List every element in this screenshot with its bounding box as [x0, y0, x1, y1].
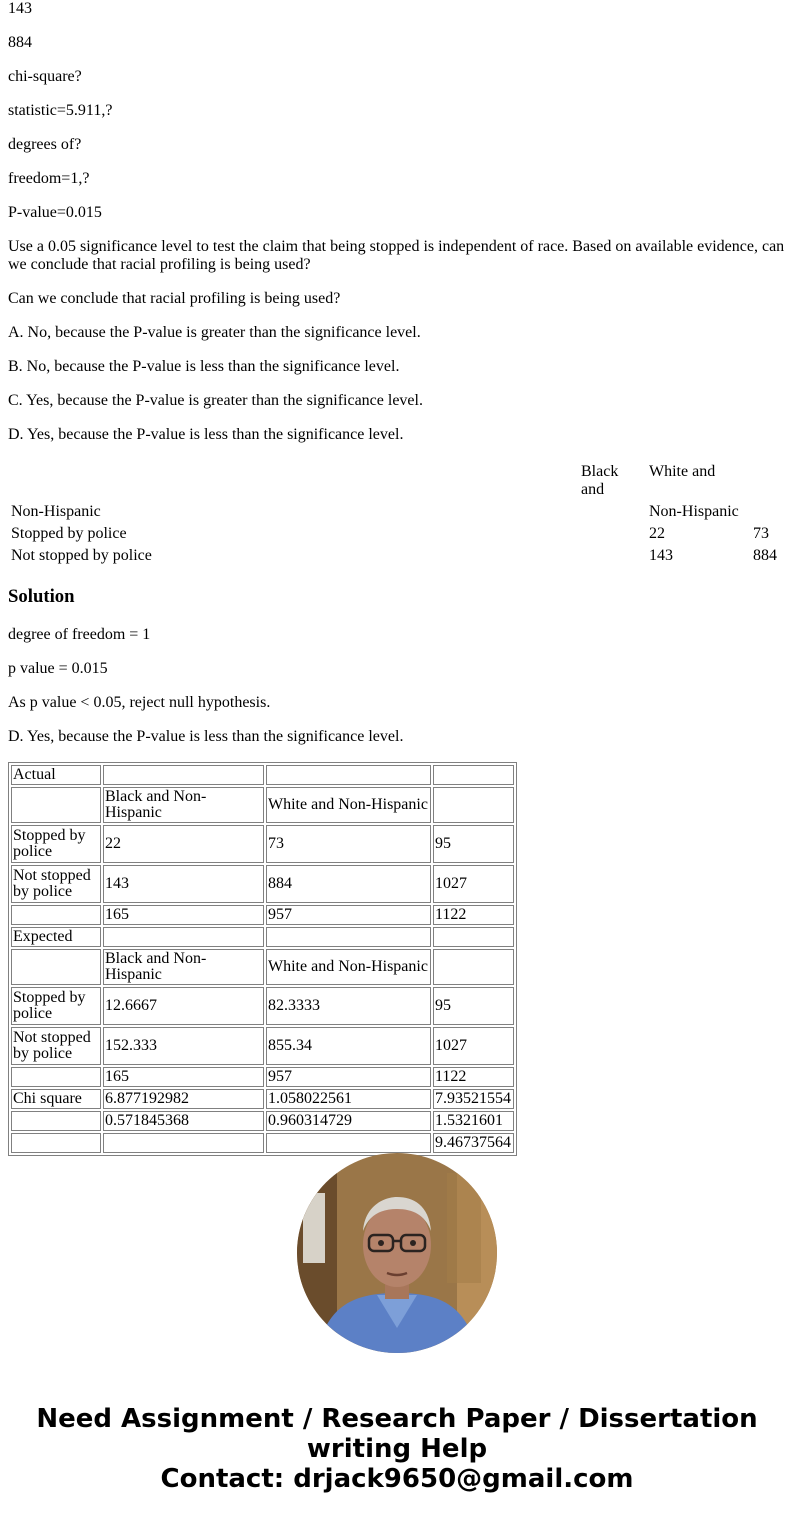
- cell: 9.46737564: [433, 1133, 514, 1153]
- row-label: Not stopped by police: [11, 865, 101, 903]
- question-table: [8, 460, 786, 568]
- contact-footer: [0, 1404, 794, 1494]
- cell: 0.960314729: [266, 1111, 431, 1131]
- section-label-chi: Chi square: [11, 1089, 101, 1109]
- intro-line: 884: [8, 34, 32, 51]
- option-d: D. Yes, because the P-value is less than the significance level.: [8, 426, 404, 443]
- cell-white: 73: [753, 525, 769, 542]
- cell: [266, 1133, 431, 1153]
- table-row: [10, 546, 784, 566]
- intro-line: 143: [8, 0, 32, 17]
- intro-line: freedom=1,?: [8, 170, 90, 187]
- cell: 82.3333: [266, 987, 431, 1025]
- cell: [103, 1133, 264, 1153]
- intro-line: statistic=5.911,?: [8, 102, 113, 119]
- cell-black: 143: [649, 547, 673, 564]
- cell: 152.333: [103, 1027, 264, 1065]
- section-label-actual: Actual: [11, 765, 101, 785]
- cell: 855.34: [266, 1027, 431, 1065]
- table-row: [11, 1089, 514, 1109]
- cell: 0.571845368: [103, 1111, 264, 1131]
- question-prompt: Use a 0.05 significance level to test the claim that being stopped is independent of race. Based on available evidence, can we conclude that racial profiling is being used?: [8, 238, 785, 273]
- footer-contact: Contact: drjack9650@gmail.com: [160, 1464, 634, 1494]
- col-header-black: Black and Non-Hispanic: [103, 787, 264, 823]
- table-row: [11, 787, 514, 823]
- table-row: [11, 949, 514, 985]
- table-row: [11, 1111, 514, 1131]
- cell: 957: [266, 905, 431, 925]
- row-label: Not stopped by police: [11, 547, 152, 564]
- header-white-top: White and: [649, 463, 716, 480]
- cell: 22: [103, 825, 264, 863]
- cell: 12.6667: [103, 987, 264, 1025]
- cell: 95: [433, 825, 514, 863]
- table-row: [11, 1027, 514, 1065]
- table-row: [11, 927, 514, 947]
- author-portrait-photo: [297, 1153, 497, 1353]
- cell: 1027: [433, 1027, 514, 1065]
- table-row: [11, 825, 514, 863]
- cell: 73: [266, 825, 431, 863]
- solution-table: [8, 762, 517, 1156]
- cell: 1122: [433, 905, 514, 925]
- section-label-expected: Expected: [11, 927, 101, 947]
- intro-line: degrees of?: [8, 136, 82, 153]
- cell-black: 22: [649, 525, 665, 542]
- row-label: Not stopped by police: [11, 1027, 101, 1065]
- intro-line: chi-square?: [8, 68, 82, 85]
- cell: 165: [103, 1067, 264, 1087]
- cell: 95: [433, 987, 514, 1025]
- header-black-top: Black and: [581, 463, 619, 498]
- author-avatar: [297, 1153, 497, 1353]
- cell: 1.058022561: [266, 1089, 431, 1109]
- table-row: [11, 905, 514, 925]
- footer-line: writing Help: [306, 1434, 488, 1464]
- footer-line: Need Assignment / Research Paper / Dissertation: [36, 1404, 758, 1434]
- row-label: [11, 905, 101, 925]
- cell: 7.93521554: [433, 1089, 514, 1109]
- col-header-white: White and Non-Hispanic: [266, 787, 431, 823]
- table-row: [11, 1067, 514, 1087]
- solution-reasoning: As p value < 0.05, reject null hypothesis.: [8, 694, 271, 711]
- header-black-bottom: Non-Hispanic: [11, 503, 101, 520]
- cell: 1027: [433, 865, 514, 903]
- cell: 957: [266, 1067, 431, 1087]
- intro-line: P-value=0.015: [8, 204, 102, 221]
- solution-heading: Solution: [8, 586, 75, 607]
- row-label: Stopped by police: [11, 825, 101, 863]
- cell-white: 884: [753, 547, 777, 564]
- cell: 1.5321601: [433, 1111, 514, 1131]
- option-b: B. No, because the P-value is less than the significance level.: [8, 358, 400, 375]
- table-row: [10, 462, 784, 500]
- solution-pvalue: p value = 0.015: [8, 660, 108, 677]
- option-a: A. No, because the P-value is greater than the significance level.: [8, 324, 421, 341]
- solution-dof: degree of freedom = 1: [8, 626, 151, 643]
- row-label: Stopped by police: [11, 525, 127, 542]
- solution-answer: D. Yes, because the P-value is less than the significance level.: [8, 728, 404, 745]
- table-row: [11, 765, 514, 785]
- cell: 143: [103, 865, 264, 903]
- question-sub-prompt: Can we conclude that racial profiling is being used?: [8, 290, 341, 307]
- option-c: C. Yes, because the P-value is greater than the significance level.: [8, 392, 423, 409]
- table-row: [11, 987, 514, 1025]
- cell: 1122: [433, 1067, 514, 1087]
- cell: 6.877192982: [103, 1089, 264, 1109]
- table-row: [10, 502, 784, 522]
- header-white-bottom: Non-Hispanic: [649, 503, 739, 520]
- table-row: [11, 865, 514, 903]
- col-header-black: Black and Non-Hispanic: [103, 949, 264, 985]
- col-header-white: White and Non-Hispanic: [266, 949, 431, 985]
- row-label: Stopped by police: [11, 987, 101, 1025]
- cell: 884: [266, 865, 431, 903]
- table-row: [10, 524, 784, 544]
- row-label: [11, 1067, 101, 1087]
- cell: 165: [103, 905, 264, 925]
- table-row: [11, 1133, 514, 1153]
